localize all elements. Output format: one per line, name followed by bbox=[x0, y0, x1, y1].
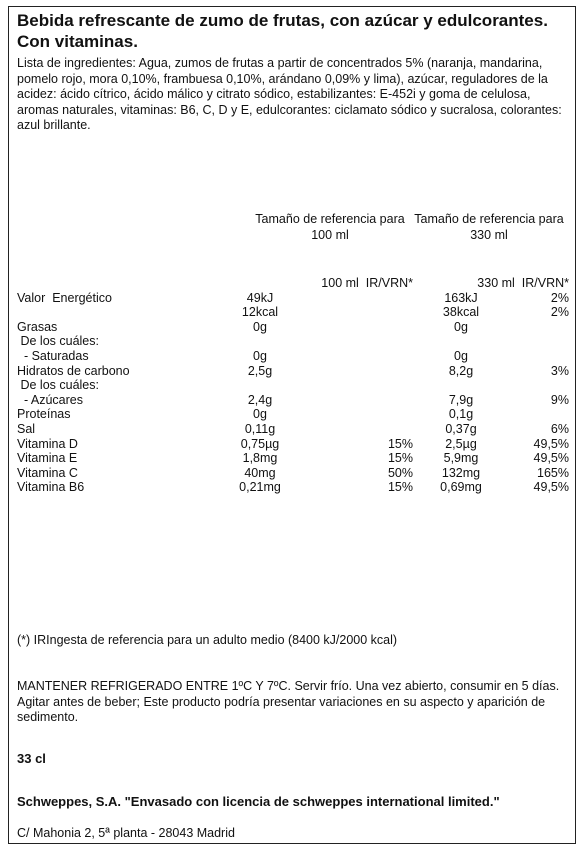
ir-330ml: 2% bbox=[550, 290, 569, 305]
nutrient-name: Grasas bbox=[17, 319, 58, 334]
value-330ml: 163kJ bbox=[444, 290, 478, 305]
value-330ml: 2,5µg bbox=[445, 436, 477, 451]
header-blank bbox=[17, 276, 195, 291]
value-330ml: 38kcal bbox=[442, 305, 480, 320]
nutrient-name: Sal bbox=[17, 421, 36, 436]
reference-note: (*) IRIngesta de referencia para un adulto medio (8400 kJ/2000 kcal) bbox=[17, 633, 398, 647]
header-100ml: 100 ml IR/VRN* bbox=[321, 276, 413, 290]
value-100ml bbox=[195, 378, 325, 393]
value-100ml: 0g bbox=[253, 407, 267, 422]
nutrient-name: - Saturadas bbox=[17, 348, 89, 363]
value-330ml: 0g bbox=[454, 348, 468, 363]
product-title: Bebida refrescante de zumo de frutas, con azúcar y edulcorantes. Con vitaminas. bbox=[17, 11, 548, 51]
nutrition-table bbox=[17, 276, 569, 495]
nutrient-name: De los cuáles: bbox=[17, 334, 99, 349]
value-330ml: 5,9mg bbox=[443, 451, 479, 466]
ir-100ml bbox=[325, 334, 413, 349]
ir-100ml bbox=[325, 305, 413, 320]
ir-100ml: 15% bbox=[387, 436, 413, 451]
ir-330ml bbox=[509, 378, 569, 393]
ingredients-list: Lista de ingredientes: Agua, zumos de frutas a partir de concentrados 5% (naranja, mandarina, pomelo rojo, mora 0,10%, frambuesa 0,10%, arándano 0,09% y lima), azúcar, reguladores de la acidez: ácido cítrico, ácido málico y citrato sódico, estabilizantes: E-452i y goma de celulosa, aromas naturales, vitaminas: B6, C, D y E, edulcorantes: ciclamato sódico y sucralosa, colorantes: azul brillante. bbox=[17, 56, 562, 133]
value-330ml: 7,9g bbox=[448, 392, 474, 407]
ir-100ml: 15% bbox=[387, 480, 413, 495]
value-100ml: 0g bbox=[253, 319, 267, 334]
value-330ml: 0,1g bbox=[448, 407, 474, 422]
ir-330ml bbox=[509, 334, 569, 349]
nutrition-row bbox=[17, 305, 569, 320]
ir-100ml bbox=[325, 349, 413, 364]
nutrient-name: Valor Energético bbox=[17, 290, 112, 305]
nutrient-name: Vitamina E bbox=[17, 451, 78, 466]
nutrient-name: Vitamina D bbox=[17, 436, 78, 451]
nutrition-row bbox=[17, 407, 569, 422]
value-330ml: 0,69mg bbox=[440, 480, 482, 495]
nutrition-row bbox=[17, 437, 569, 452]
storage-instructions: MANTENER REFRIGERADO ENTRE 1ºC Y 7ºC. Servir frío. Una vez abierto, consumir en 5 días. Agitar antes de beber; Este producto podría presentar variaciones en su aspecto y aparición de sedimento. bbox=[17, 679, 560, 725]
value-330ml: 0,37g bbox=[445, 421, 477, 436]
ir-100ml: 15% bbox=[387, 451, 413, 466]
nutrition-row bbox=[17, 334, 569, 349]
nutrient-name: Hidratos de carbono bbox=[17, 363, 130, 378]
value-100ml: 49kJ bbox=[246, 290, 274, 305]
product-volume: 33 cl bbox=[17, 751, 46, 766]
company-address: C/ Mahonia 2, 5ª planta - 28043 Madrid bbox=[17, 826, 235, 840]
value-100ml: 0,21mg bbox=[239, 480, 281, 495]
value-100ml: 0,11g bbox=[244, 421, 276, 436]
ir-100ml bbox=[325, 364, 413, 379]
nutrition-row bbox=[17, 291, 569, 306]
ir-100ml bbox=[325, 407, 413, 422]
value-100ml: 40mg bbox=[244, 465, 276, 480]
value-100ml: 1,8mg bbox=[242, 451, 278, 466]
header-330ml: 330 ml IR/VRN* bbox=[477, 276, 569, 290]
nutrition-row bbox=[17, 349, 569, 364]
ir-330ml: 165% bbox=[537, 465, 569, 480]
value-100ml: 2,4g bbox=[247, 392, 273, 407]
nutrition-row bbox=[17, 480, 569, 495]
nutrient-name: Proteínas bbox=[17, 407, 71, 422]
ir-330ml: 49,5% bbox=[533, 436, 569, 451]
nutrient-name bbox=[17, 305, 195, 320]
value-330ml: 132mg bbox=[441, 465, 481, 480]
ir-100ml bbox=[325, 291, 413, 306]
ir-330ml: 6% bbox=[550, 421, 569, 436]
ir-100ml bbox=[325, 422, 413, 437]
nutrition-row bbox=[17, 320, 569, 335]
ir-330ml: 49,5% bbox=[533, 480, 569, 495]
ir-330ml: 49,5% bbox=[533, 451, 569, 466]
ir-330ml: 9% bbox=[550, 392, 569, 407]
nutrient-name: Vitamina C bbox=[17, 465, 78, 480]
nutrition-row bbox=[17, 466, 569, 481]
nutrition-row bbox=[17, 378, 569, 393]
value-330ml: 0g bbox=[454, 319, 468, 334]
ir-330ml bbox=[509, 320, 569, 335]
nutrient-name: Vitamina B6 bbox=[17, 480, 85, 495]
value-100ml: 0,75µg bbox=[240, 436, 280, 451]
ir-100ml bbox=[325, 320, 413, 335]
nutrition-header-row bbox=[17, 276, 569, 291]
nutrition-row bbox=[17, 422, 569, 437]
reference-330ml-heading: Tamaño de referencia para 330 ml bbox=[414, 212, 564, 242]
ir-330ml bbox=[509, 349, 569, 364]
nutrient-name: - Azúcares bbox=[17, 392, 83, 407]
value-100ml bbox=[195, 334, 325, 349]
nutrition-row bbox=[17, 451, 569, 466]
nutrition-body bbox=[17, 291, 569, 495]
nutrient-name: De los cuáles: bbox=[17, 378, 99, 393]
value-330ml: 8,2g bbox=[448, 363, 474, 378]
ir-330ml: 3% bbox=[550, 363, 569, 378]
ir-330ml bbox=[509, 407, 569, 422]
value-100ml: 12kcal bbox=[241, 305, 279, 320]
reference-100ml-heading: Tamaño de referencia para 100 ml bbox=[255, 212, 405, 242]
nutrition-row bbox=[17, 393, 569, 408]
ir-100ml: 50% bbox=[387, 465, 413, 480]
ir-330ml: 2% bbox=[550, 305, 569, 320]
value-100ml: 2,5g bbox=[247, 363, 273, 378]
value-330ml bbox=[413, 334, 509, 349]
nutrition-row bbox=[17, 364, 569, 379]
ir-100ml bbox=[325, 393, 413, 408]
value-330ml bbox=[413, 378, 509, 393]
value-100ml: 0g bbox=[253, 348, 267, 363]
company-name: Schweppes, S.A. "Envasado con licencia de schweppes international limited." bbox=[17, 794, 500, 809]
ir-100ml bbox=[325, 378, 413, 393]
